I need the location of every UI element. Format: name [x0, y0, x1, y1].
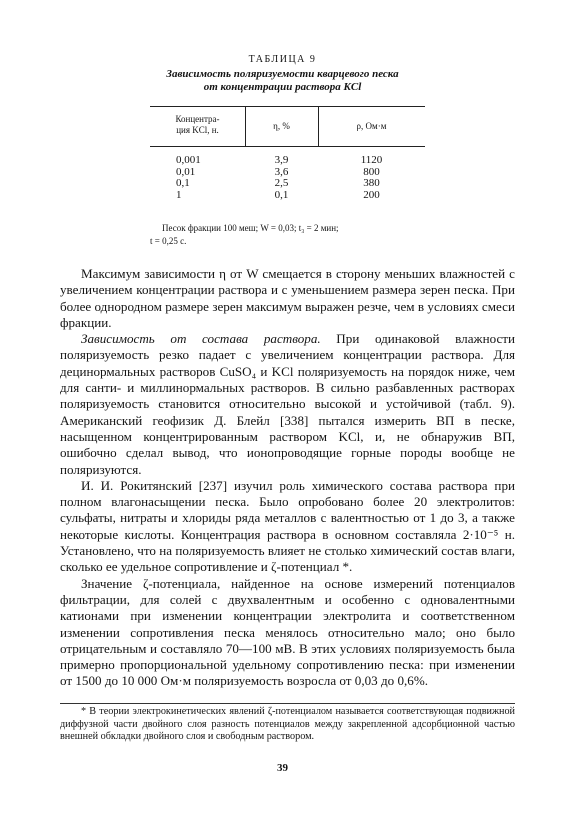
header-eta: η, % [273, 121, 290, 131]
header-concentration [150, 114, 245, 136]
table-note-line-1: Песок фракции 100 меш; W = 0,03; t₃ = 2 мин; [162, 223, 339, 233]
cell-concentration: 0,1 [176, 177, 190, 189]
table-header-rule [150, 146, 425, 147]
table-caption: ТАБЛИЦА 9 [248, 54, 317, 65]
paragraph: И. И. Рокитянский [237] изучил роль химического состава раствора при полном влагонасыщении песка. Было опробовано более 20 электролитов: сульфаты, нитраты и хлориды ряда металлов с валентностью от 1 до 3, а также некоторые кислоты. Концентрация раствора в основном составляла 2·10⁻⁵ н. Установлено, что на поляризуемость влияет не столько химический состав влаги, сколько ее удельное сопротивление и ζ-потенциал *. [60, 477, 515, 575]
table-title [0, 68, 565, 94]
cell-rho: 800 [363, 165, 380, 178]
paragraph: Значение ζ-потенциала, найденное на основе измерений потенциалов фильтрации, для солей с двухвалентным и особенно с одновалентными катионами при изменении концентрации электролита и соответственном изменении сопротивления песка менялось относительно мало; оно было отрицательным и составляло 70—100 мВ. В этих условиях поляризуемость была примерно пропорциональной удельному сопротивлению песка: при изменении от 1500 до 10 000 Ом·м поляризуемость возросла от 0,03 до 0,6%. [60, 575, 515, 689]
section-heading: Зависимость от состава раствора. [81, 331, 321, 347]
table-title-line-1: Зависимость поляризуемости кварцевого песка [166, 68, 399, 80]
footnote-rule [60, 703, 515, 704]
page-number: 39 [277, 762, 288, 774]
cell-concentration: 0,01 [176, 165, 196, 178]
paragraph: Максимум зависимости η от W смещается в сторону меньших влажностей с увеличением концентрации раствора и с уменьшением размера зерен песка. При более однородном размере зерен максимум выражен резче, чем в условиях смеси фракции. [60, 266, 515, 330]
cell-eta: 3,9 [274, 154, 289, 166]
header-concentration-line-2: ция KCl, н. [176, 125, 219, 135]
cell-eta: 2,5 [274, 177, 289, 189]
paragraph-text: При одинаковой влажности поляризуемость резко падает с увеличением концентрации раствора. Для децинормальных растворов CuSO₄ и KCl поляризуемость на порядок ниже, чем для санти- и миллинормальных растворов. В сильно разбавленных растворах поляризуемость становится относительно высокой и устойчивой (табл. 9). Американский геофизик Д. Блейл [338] пытался измерить ВП в песке, насыщенном концентрированным раствором KCl, и, не обнаружив ВП, ошибочно сделал вывод, что ионопроводящие горные породы вообще не поляризуются. [60, 331, 515, 477]
paragraph [60, 331, 515, 478]
table-top-rule [150, 106, 425, 107]
footnote-text: * В теории электрокинетических явлений ζ-потенциалом называется соответствующая подвижной диффузной части двойного слоя разность потенциалов между закрепленной адсорбционной частью внешней обкладки двойного слоя и свободным раствором. [60, 706, 515, 743]
cell-eta: 0,1 [274, 188, 289, 201]
cell-rho: 200 [363, 188, 380, 201]
cell-concentration: 0,001 [176, 154, 201, 166]
cell-rho: 1120 [360, 154, 383, 166]
cell-concentration: 1 [176, 188, 182, 201]
cell-rho: 380 [363, 177, 380, 189]
column-rho [318, 155, 425, 201]
table-title-line-2: от концентрации раствора KCl [203, 81, 362, 93]
table-note-line-2: t = 0,25 с. [150, 236, 187, 246]
column-concentration [176, 155, 236, 201]
header-rho: ρ, Ом·м [356, 121, 387, 131]
header-concentration-line-1: Концентра- [175, 114, 220, 124]
column-eta [245, 155, 318, 201]
footnote [60, 706, 515, 744]
body-text [60, 266, 515, 690]
cell-eta: 3,6 [274, 165, 289, 178]
